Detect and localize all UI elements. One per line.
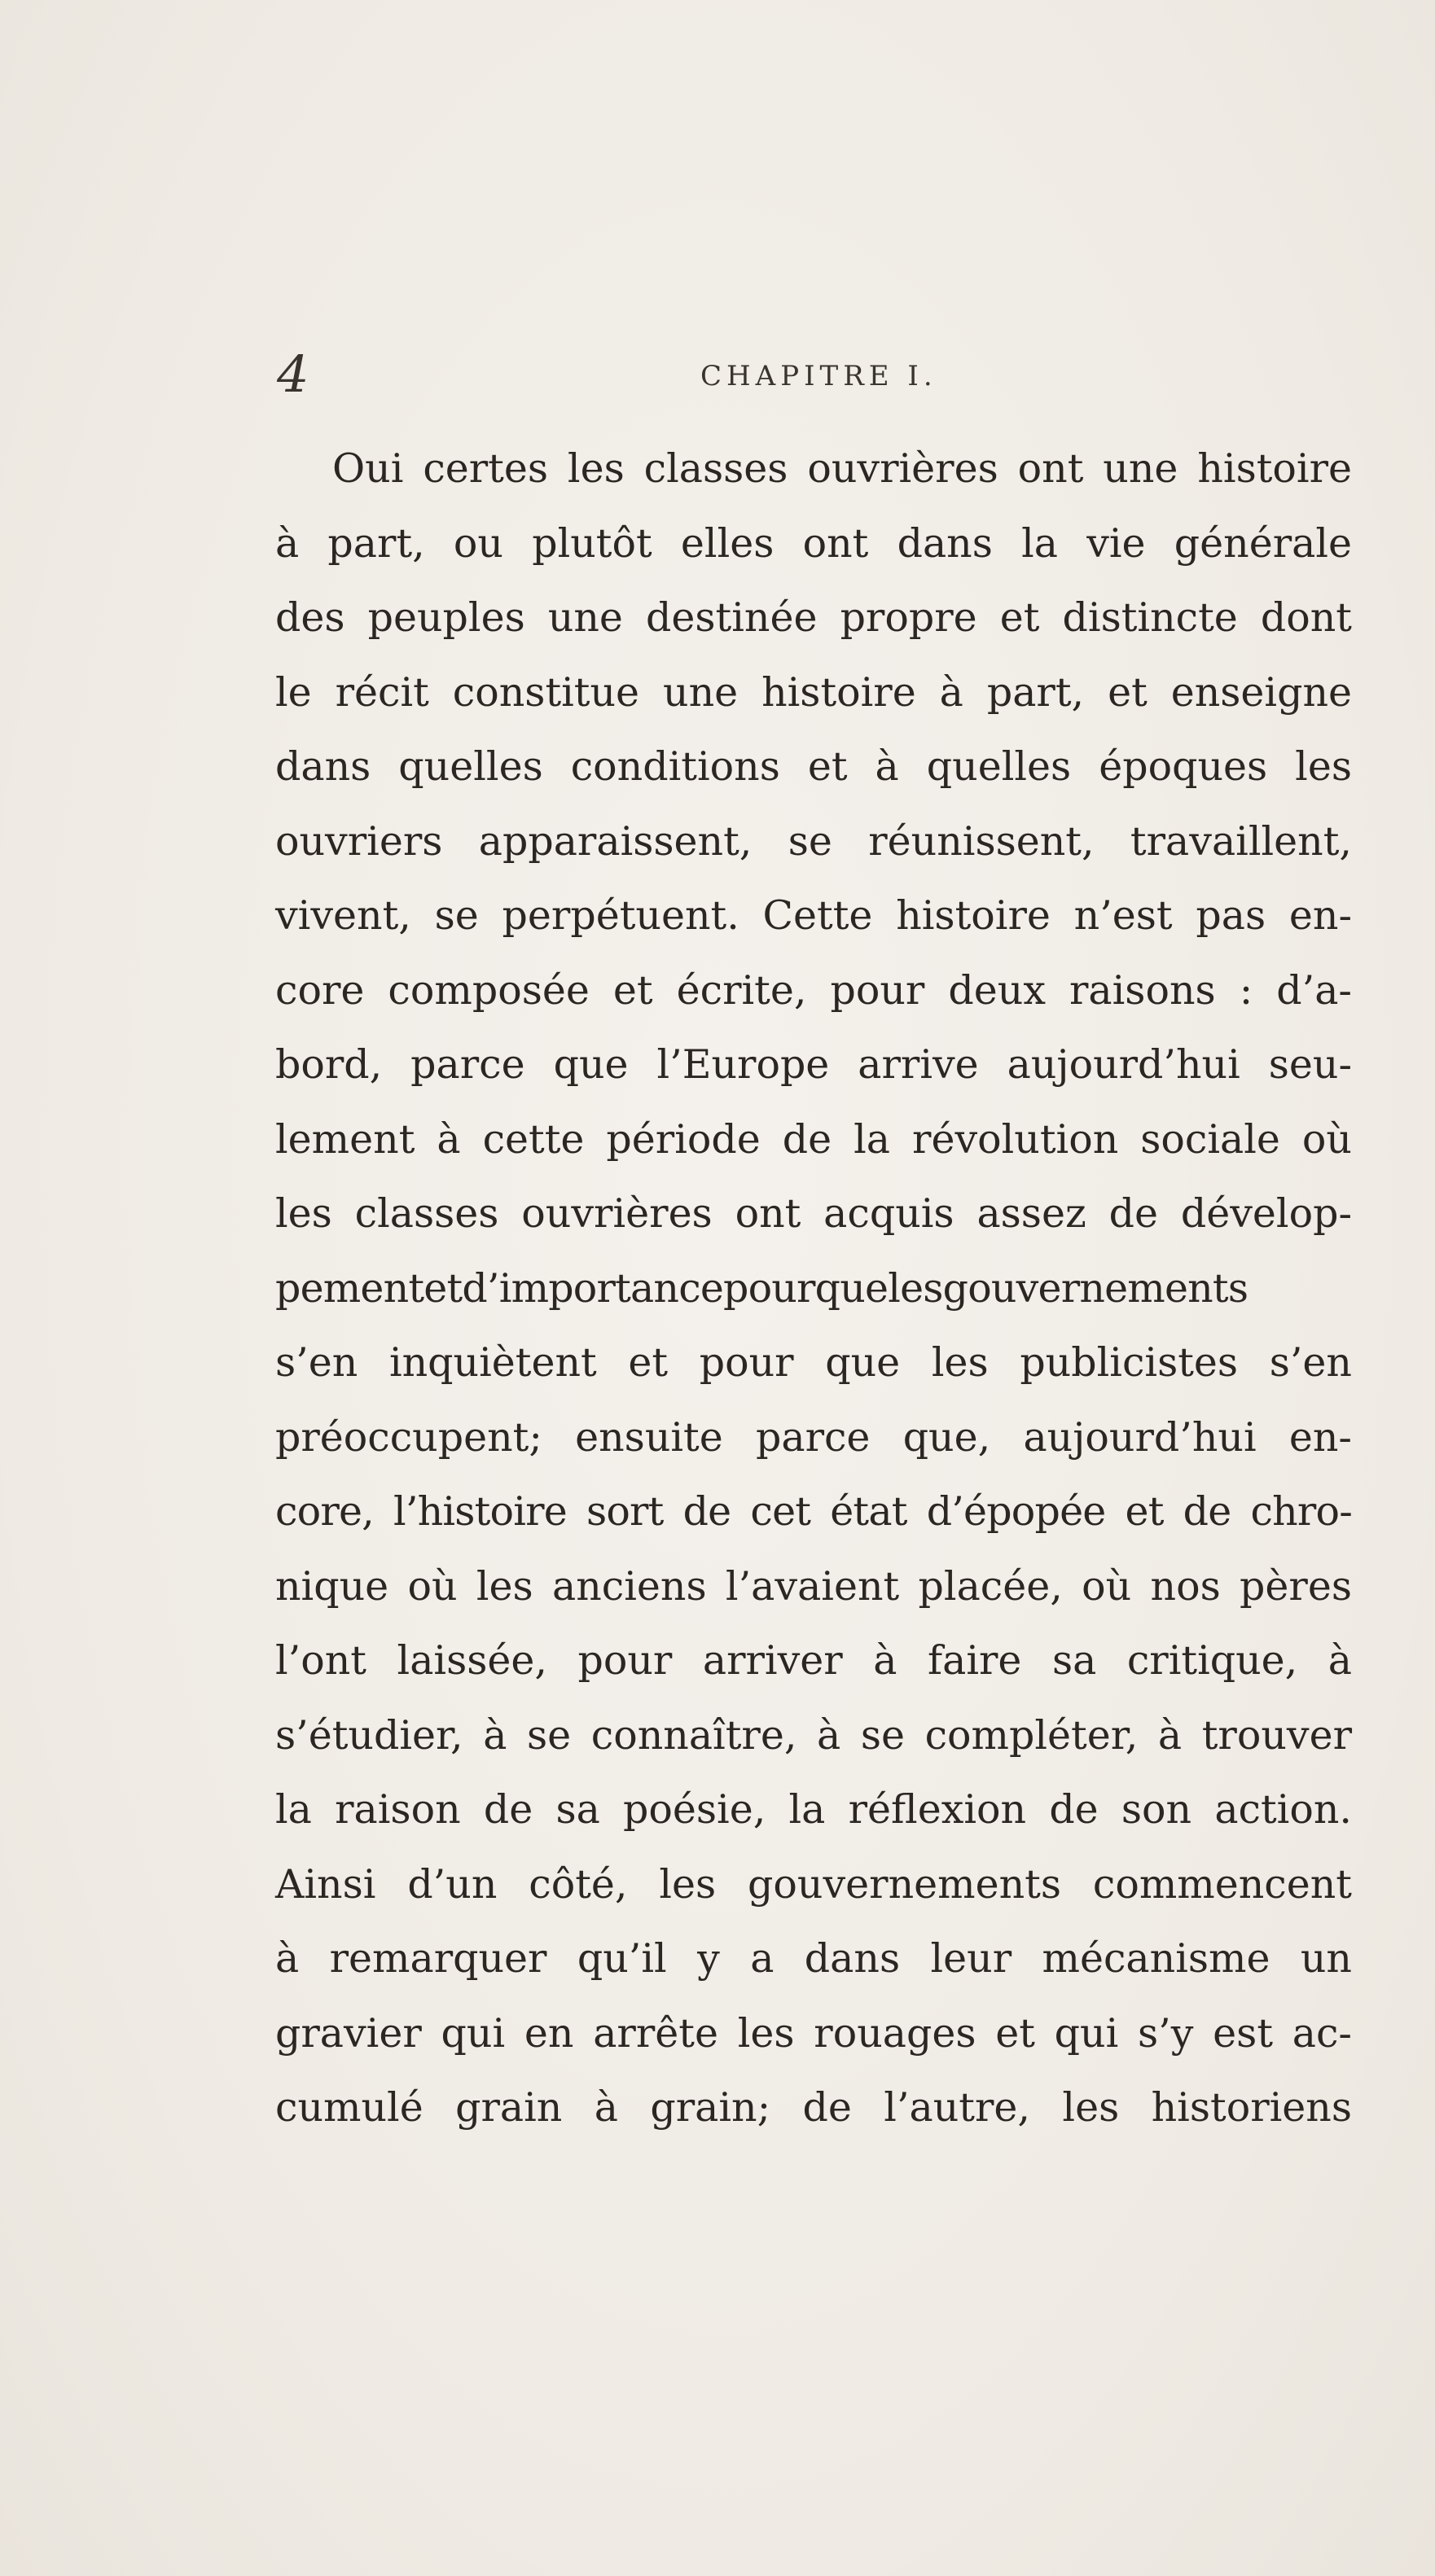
text-line: la raison de sa poésie, la réflexion de son action. <box>275 1786 1352 1833</box>
page-header <box>277 342 1352 407</box>
text-line: core composée et écrite, pour deux raisons : d’a- <box>275 966 1352 1014</box>
text-line: Ainsi d’un côté, les gouvernements commencent <box>275 1860 1352 1908</box>
text-line: lement à cette période de la révolution sociale où <box>275 1115 1352 1163</box>
text-line: des peuples une destinée propre et distincte dont <box>275 594 1352 641</box>
text-line: core, l’histoire sort de cet état d’épopée et de chro- <box>275 1488 1352 1535</box>
text-line: cumulé grain à grain; de l’autre, les historiens <box>275 2084 1352 2131</box>
text-line: préoccupent; ensuite parce que, aujourd’hui en- <box>275 1413 1352 1461</box>
running-head: CHAPITRE I. <box>700 360 937 392</box>
text-line: dans quelles conditions et à quelles époques les <box>275 743 1352 790</box>
text-line: bord, parce que l’Europe arrive aujourd’hui seu- <box>275 1041 1352 1088</box>
text-line: à remarquer qu’il y a dans leur mécanisme un <box>275 1935 1352 1982</box>
text-line: s’étudier, à se connaître, à se compléter, à trouver <box>275 1711 1352 1759</box>
text-line: nique où les anciens l’avaient placée, où nos pères <box>275 1562 1352 1610</box>
text-line: pementetd’importancepourquelesgouvernements <box>275 1264 1248 1312</box>
text-line: les classes ouvrières ont acquis assez de dévelop- <box>275 1190 1352 1237</box>
body-text <box>275 432 1352 2145</box>
text-line: s’en inquiètent et pour que les publicistes s’en <box>275 1339 1352 1386</box>
text-line: à part, ou plutôt elles ont dans la vie générale <box>275 519 1352 567</box>
page-number: 4 <box>277 344 309 404</box>
text-line: gravier qui en arrête les rouages et qui s’y est ac- <box>275 2009 1352 2057</box>
text-line: vivent, se perpétuent. Cette histoire n’est pas en- <box>275 892 1352 939</box>
text-line: le récit constitue une histoire à part, et enseigne <box>275 668 1352 716</box>
text-line: Oui certes les classes ouvrières ont une histoire <box>332 445 1352 492</box>
text-line: ouvriers apparaissent, se réunissent, travaillent, <box>275 817 1352 865</box>
text-line: l’ont laissée, pour arriver à faire sa critique, à <box>275 1637 1352 1684</box>
